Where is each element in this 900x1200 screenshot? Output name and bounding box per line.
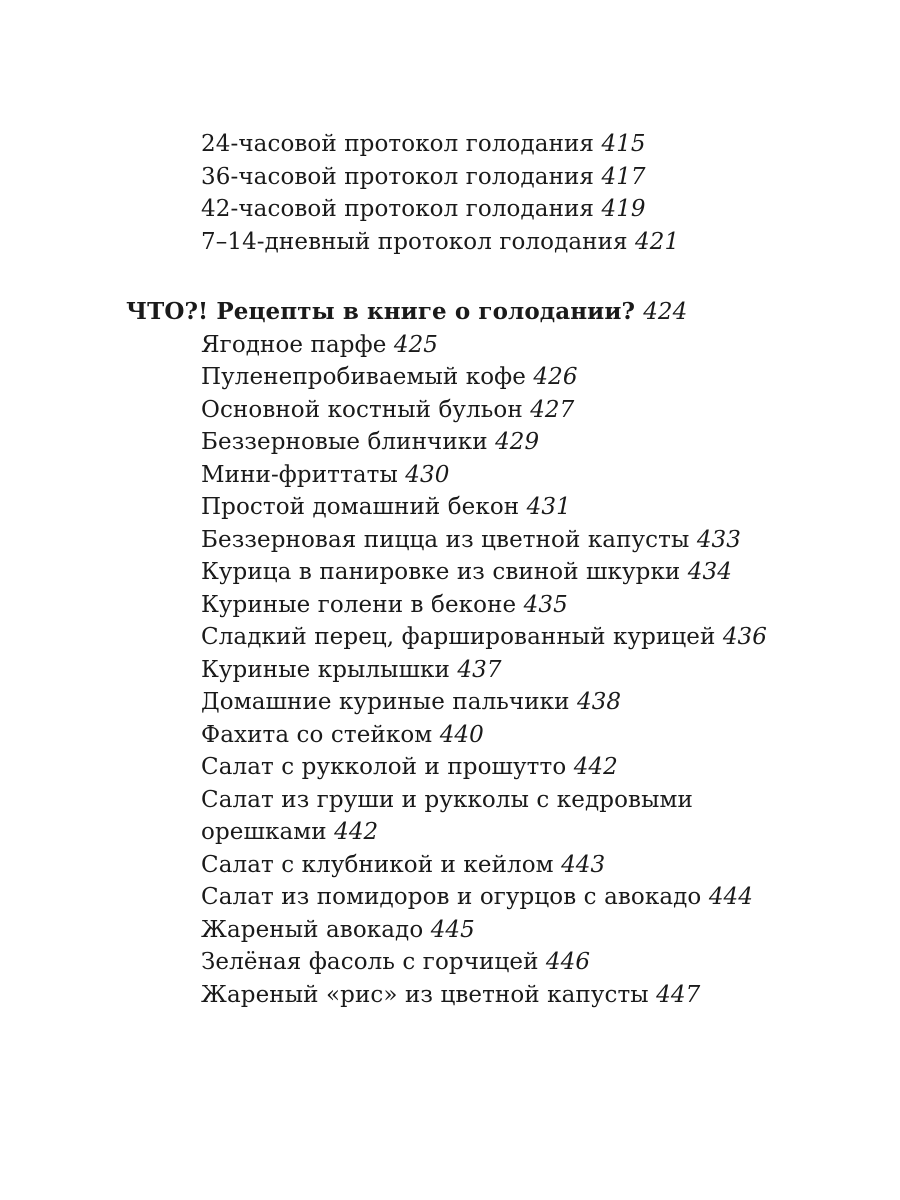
toc-entry-page: 426: [533, 364, 578, 390]
toc-entry: [0, 459, 900, 492]
toc-entry: [0, 654, 900, 687]
toc-entry-title: 24-часовой протокол голодания: [201, 131, 595, 157]
toc-entry: [0, 881, 900, 914]
toc-entry-title: Жареный «рис» из цветной капусты: [201, 981, 649, 1008]
toc-entry: [0, 161, 900, 194]
toc-entry: [0, 361, 900, 394]
section-heading-title: ЧТО?! Рецепты в книге о голодании?: [126, 298, 636, 325]
toc-entry: [0, 946, 900, 979]
toc-entry-page: 431: [526, 494, 571, 520]
recipes-section: [0, 296, 900, 1011]
toc-entry-page: 417: [601, 163, 646, 190]
toc-entry-page: 437: [457, 656, 502, 683]
toc-entry-title: Ягодное парфе: [201, 331, 387, 358]
toc-entry-title: Куриные крылышки: [201, 656, 450, 683]
toc-entry-title: Мини-фриттаты: [201, 461, 398, 488]
toc-entry: [0, 979, 900, 1012]
toc-entry: [0, 719, 900, 752]
toc-entry-title: Зелёная фасоль с горчицей: [201, 949, 539, 975]
toc-entry: [0, 491, 900, 524]
toc-entry: [0, 686, 900, 719]
toc-entry: [0, 784, 721, 849]
toc-entry-title: 7–14-дневный протокол голодания: [201, 228, 628, 255]
toc-entry-title: Салат из помидоров и огурцов с авокадо: [201, 884, 702, 910]
toc-entry: [0, 329, 900, 362]
toc-entry-page: 425: [393, 331, 439, 358]
toc-entry-title: Жареный авокадо: [201, 916, 424, 943]
toc-entry-page: 415: [601, 131, 646, 157]
toc-entry-title: Беззерновые блинчики: [201, 429, 488, 455]
toc-entry-page: 427: [530, 396, 575, 423]
toc-entry-title: Пуленепробиваемый кофе: [201, 364, 526, 390]
toc-entry-title: Салат из груши и рукколы с кедровыми орешками: [201, 786, 693, 845]
toc-entry-title: Фахита со стейком: [201, 721, 433, 748]
toc-entry-page: 446: [545, 949, 591, 975]
toc-entry-title: Курица в панировке из свиной шкурки: [201, 559, 681, 585]
toc-entry: [0, 128, 900, 161]
toc-entry-page: 438: [576, 689, 622, 715]
toc-entry-title: Куриные голени в беконе: [201, 591, 517, 618]
toc-entry-title: Домашние куриные пальчики: [201, 689, 570, 715]
fasting-protocols-list: [0, 128, 900, 258]
toc-entry-page: 434: [687, 559, 732, 585]
toc-entry-title: 36-часовой протокол голодания: [201, 163, 595, 190]
toc-entry-page: 433: [696, 526, 742, 553]
toc-entry-title: Основной костный бульон: [201, 396, 523, 423]
toc-entry: [0, 751, 900, 784]
section-heading-page: 424: [643, 299, 688, 325]
toc-entry-page: 421: [635, 228, 680, 255]
toc-entry-page: 442: [573, 754, 618, 780]
toc-entry: [0, 226, 900, 259]
toc-entry: [0, 524, 900, 557]
toc-entry: [0, 589, 900, 622]
toc-entry: [0, 394, 900, 427]
toc-entry-page: 447: [656, 981, 701, 1008]
toc-entry-page: 436: [722, 624, 768, 650]
toc-entry: [0, 621, 900, 654]
toc-entry-title: Салат с клубникой и кейлом: [201, 851, 554, 878]
toc-entry-page: 445: [430, 916, 475, 943]
toc-entry: [0, 556, 900, 589]
toc-entry-page: 419: [601, 196, 646, 222]
toc-entry-page: 444: [708, 884, 754, 910]
toc-entry-title: 42-часовой протокол голодания: [201, 196, 595, 222]
toc-entry-title: Сладкий перец, фаршированный курицей: [201, 624, 716, 650]
toc-entry: [0, 849, 900, 882]
toc-entry-title: Беззерновая пицца из цветной капусты: [201, 526, 690, 553]
toc-entry-page: 440: [439, 721, 484, 748]
section-heading: [0, 296, 900, 329]
toc-entry: [0, 914, 900, 947]
toc-entry-page: 435: [523, 591, 568, 618]
toc-entry-page: 443: [561, 851, 606, 878]
toc-entry-title: Салат с рукколой и прошутто: [201, 754, 567, 780]
toc-entry-title: Простой домашний бекон: [201, 494, 520, 520]
toc-entry-page: 429: [495, 429, 540, 455]
toc-entry-page: 430: [405, 461, 450, 488]
toc-entry-page: 442: [334, 819, 379, 845]
toc-entry: [0, 193, 900, 226]
toc-entry: [0, 426, 900, 459]
